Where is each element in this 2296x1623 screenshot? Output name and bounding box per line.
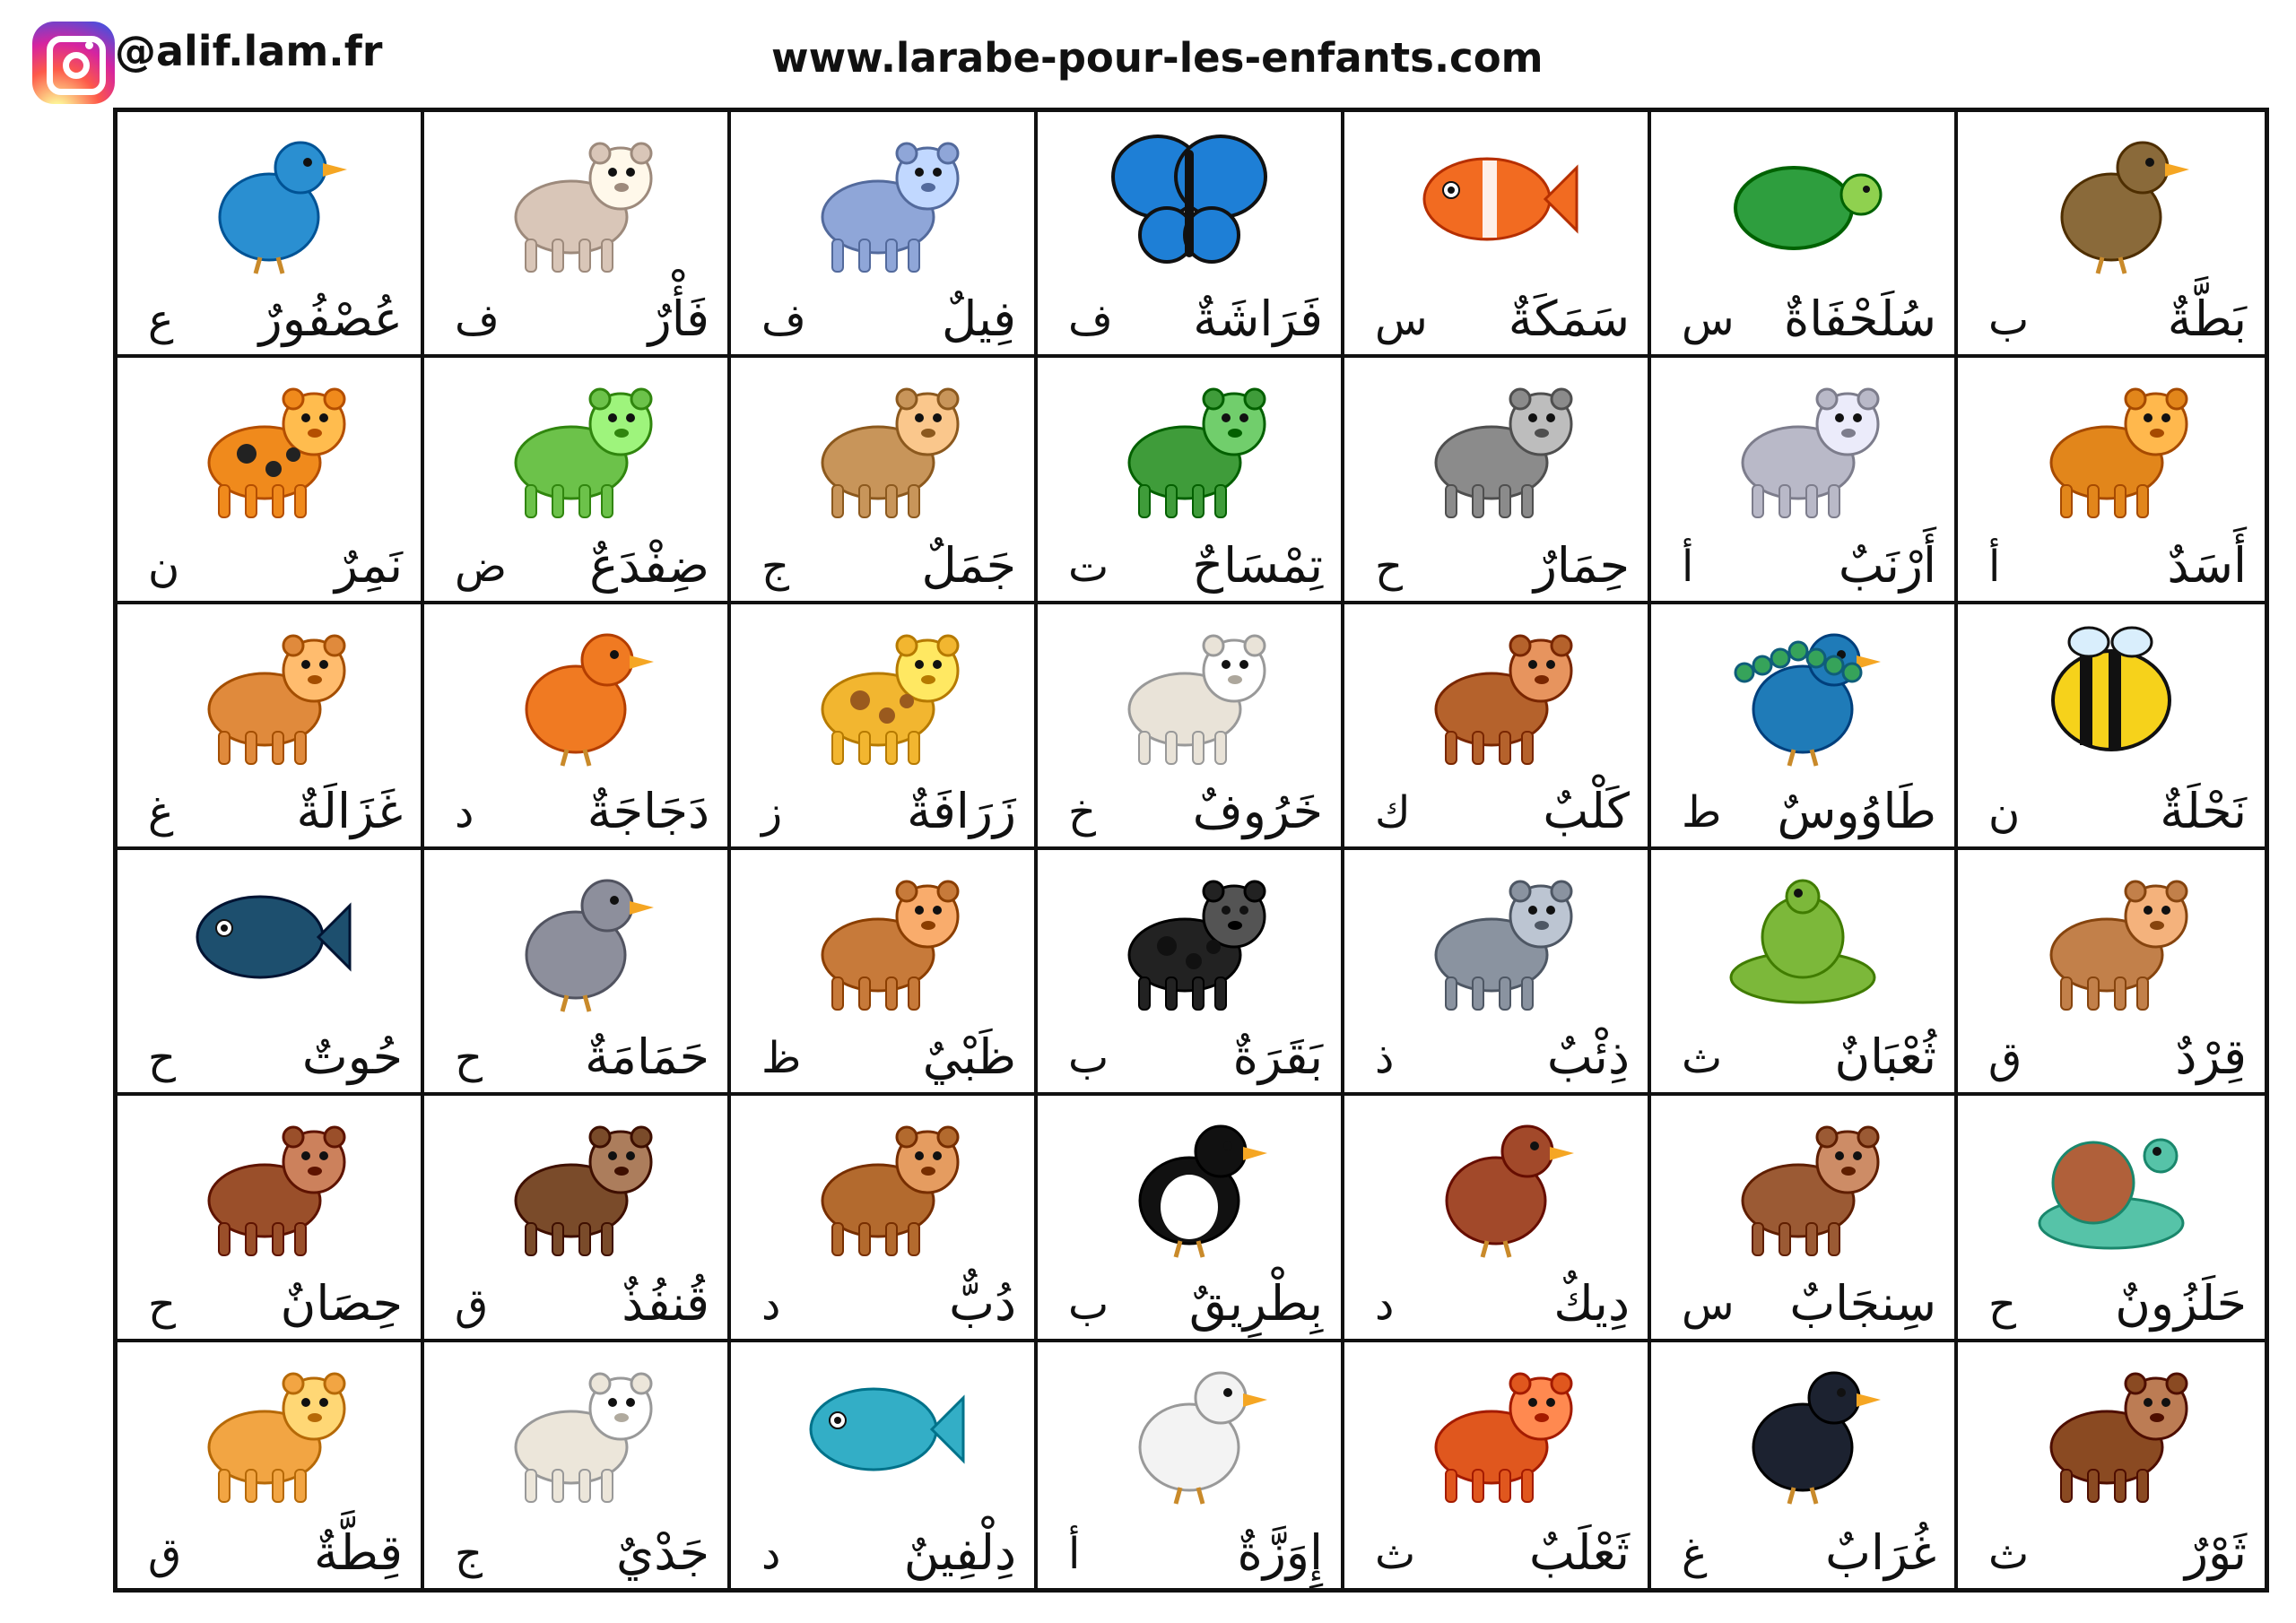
animal-name: بِطْرِيقٌ bbox=[1188, 1274, 1323, 1332]
crow-icon bbox=[1718, 1353, 1888, 1506]
animal-alphabet-grid bbox=[113, 108, 2269, 1593]
animal-name: زَرَافَةٌ bbox=[907, 783, 1016, 839]
initial-letter: ن bbox=[1988, 787, 2021, 838]
initial-letter: ب bbox=[1068, 1279, 1109, 1330]
animal-name: بَطَّةٌ bbox=[2167, 291, 2247, 348]
initial-letter: ث bbox=[1682, 1033, 1723, 1084]
animal-card bbox=[117, 112, 424, 358]
animal-name: حُوتٌ bbox=[301, 1028, 403, 1086]
mouse-icon bbox=[491, 123, 661, 275]
initial-letter: ح bbox=[148, 1033, 176, 1084]
initial-letter: ح bbox=[1375, 541, 1403, 592]
animal-card bbox=[1344, 112, 1651, 358]
initial-letter: س bbox=[1682, 295, 1735, 346]
animal-card bbox=[1038, 850, 1344, 1096]
animal-card bbox=[1344, 604, 1651, 850]
animal-name: ضِفْدَعٌ bbox=[589, 536, 709, 594]
initial-letter: ك bbox=[1375, 787, 1411, 838]
animal-name: سُلَحْفَاةٌ bbox=[1783, 291, 1936, 348]
goose-icon bbox=[1104, 1353, 1274, 1506]
animal-name: حَلَزُونٌ bbox=[2115, 1274, 2247, 1332]
animal-card bbox=[731, 1342, 1038, 1588]
initial-letter: غ bbox=[1682, 1529, 1708, 1579]
animal-name: قُنفُذٌ bbox=[622, 1274, 709, 1332]
animal-name: جَدْيٌ bbox=[616, 1524, 709, 1581]
initial-letter: ف bbox=[455, 295, 500, 346]
lion-icon bbox=[2026, 369, 2196, 521]
animal-card bbox=[1651, 112, 1958, 358]
fox-icon bbox=[1411, 1353, 1581, 1506]
animal-card bbox=[424, 358, 731, 603]
animal-name: قِطَّةٌ bbox=[313, 1524, 403, 1581]
animal-card bbox=[731, 358, 1038, 603]
animal-name: نَحْلَةٌ bbox=[2160, 783, 2247, 839]
whale-icon bbox=[184, 861, 354, 1013]
cow-icon bbox=[1104, 861, 1274, 1013]
animal-card bbox=[1651, 604, 1958, 850]
animal-name: تِمْسَاحٌ bbox=[1192, 536, 1323, 594]
animal-card bbox=[424, 850, 731, 1096]
initial-letter: ق bbox=[455, 1279, 489, 1330]
squirrel-icon bbox=[1718, 1107, 1888, 1259]
pigeon-icon bbox=[491, 861, 661, 1013]
animal-card bbox=[117, 358, 424, 603]
initial-letter: ث bbox=[1375, 1529, 1416, 1579]
animal-card bbox=[731, 604, 1038, 850]
initial-letter: ن bbox=[148, 541, 180, 592]
animal-card bbox=[1958, 604, 2265, 850]
page-header bbox=[0, 0, 2296, 108]
gazelle-icon bbox=[184, 615, 354, 768]
instagram-icon bbox=[32, 22, 115, 104]
animal-name: دَجَاجَةٌ bbox=[587, 783, 709, 839]
animal-card bbox=[1038, 1342, 1344, 1588]
animal-card bbox=[117, 1096, 424, 1341]
initial-letter: ق bbox=[1988, 1033, 2022, 1084]
website-url: www.larabe-pour-les-enfants.com bbox=[771, 34, 1544, 82]
wolf-icon bbox=[1411, 861, 1581, 1013]
animal-name: ثَوْرٌ bbox=[2184, 1524, 2247, 1581]
initial-letter: ح bbox=[148, 1279, 176, 1330]
animal-card bbox=[1344, 1342, 1651, 1588]
animal-name: خَرُوفٌ bbox=[1192, 783, 1323, 839]
monkey-icon bbox=[2026, 861, 2196, 1013]
initial-letter: خ bbox=[1068, 787, 1096, 838]
horse-icon bbox=[184, 1107, 354, 1259]
fish-icon bbox=[1411, 123, 1581, 275]
cat-icon bbox=[184, 1353, 354, 1506]
animal-name: بَقَرَةٌ bbox=[1232, 1028, 1323, 1086]
initial-letter: ز bbox=[761, 787, 783, 838]
rabbit-icon bbox=[1718, 369, 1888, 521]
dolphin-icon bbox=[797, 1353, 968, 1506]
rooster-icon bbox=[1411, 1107, 1581, 1259]
camel-icon bbox=[797, 369, 968, 521]
initial-letter: س bbox=[1682, 1279, 1735, 1330]
animal-card bbox=[1958, 112, 2265, 358]
animal-card bbox=[1651, 1342, 1958, 1588]
animal-name: غُرَابٌ bbox=[1825, 1524, 1936, 1581]
animal-card bbox=[1038, 1096, 1344, 1341]
initial-letter: ع bbox=[148, 295, 174, 346]
animal-card bbox=[117, 1342, 424, 1588]
animal-card bbox=[1038, 358, 1344, 603]
animal-name: طَاوُوسٌ bbox=[1777, 783, 1936, 839]
instagram-handle: @alif.lam.fr bbox=[115, 27, 383, 75]
animal-name: فِيلٌ bbox=[941, 291, 1016, 348]
crocodile-icon bbox=[1104, 369, 1274, 521]
initial-letter: ب bbox=[1068, 1033, 1109, 1084]
animal-name: كَلْبٌ bbox=[1543, 783, 1630, 839]
animal-card bbox=[424, 1342, 731, 1588]
animal-name: دُبٌّ bbox=[949, 1274, 1016, 1332]
animal-card bbox=[1958, 1342, 2265, 1588]
animal-name: ذِئْبٌ bbox=[1546, 1028, 1630, 1086]
animal-name: حَمَامَةٌ bbox=[585, 1028, 709, 1086]
animal-name: نَمِرٌ bbox=[334, 536, 403, 594]
animal-card bbox=[1651, 1096, 1958, 1341]
animal-name: حِصَانٌ bbox=[280, 1274, 403, 1332]
animal-card bbox=[731, 1096, 1038, 1341]
animal-card bbox=[731, 850, 1038, 1096]
animal-card bbox=[1344, 1096, 1651, 1341]
animal-card bbox=[1651, 850, 1958, 1096]
animal-name: إِوَزَّةٌ bbox=[1237, 1524, 1323, 1581]
animal-card bbox=[1038, 604, 1344, 850]
animal-name: عُصْفُورٌ bbox=[258, 291, 403, 348]
animal-name: سَمَكَةٌ bbox=[1508, 291, 1630, 348]
initial-letter: ث bbox=[1988, 1529, 2030, 1579]
animal-name: فَرَاشَةٌ bbox=[1193, 291, 1323, 348]
animal-card bbox=[731, 112, 1038, 358]
animal-name: حِمَارٌ bbox=[1533, 536, 1630, 594]
initial-letter: أ bbox=[1682, 541, 1694, 592]
initial-letter: د bbox=[1375, 1279, 1395, 1330]
deer-icon bbox=[797, 861, 968, 1013]
giraffe-icon bbox=[797, 615, 968, 768]
initial-letter: ذ bbox=[1375, 1033, 1395, 1084]
frog-icon bbox=[491, 369, 661, 521]
initial-letter: ض bbox=[455, 541, 508, 592]
animal-name: دِلْفِينٌ bbox=[903, 1524, 1016, 1581]
animal-name: غَزَالَةٌ bbox=[296, 783, 403, 839]
initial-letter: أ bbox=[1988, 541, 2001, 592]
animal-name: أَسَدٌ bbox=[2167, 536, 2247, 594]
animal-card bbox=[1651, 358, 1958, 603]
animal-name: سِنجَابٌ bbox=[1789, 1274, 1936, 1332]
initial-letter: ح bbox=[1988, 1279, 2016, 1330]
animal-card bbox=[424, 1096, 731, 1341]
animal-name: دِيكٌ bbox=[1553, 1274, 1630, 1332]
animal-card bbox=[1958, 358, 2265, 603]
initial-letter: ج bbox=[761, 541, 789, 592]
animal-name: جَمَلٌ bbox=[921, 536, 1016, 594]
animal-name: ثُعْبَانٌ bbox=[1834, 1028, 1936, 1086]
initial-letter: د bbox=[761, 1279, 781, 1330]
peacock-icon bbox=[1718, 615, 1888, 768]
elephant-icon bbox=[797, 123, 968, 275]
bee-icon bbox=[2026, 615, 2196, 768]
penguin-icon bbox=[1104, 1107, 1274, 1259]
animal-card bbox=[424, 604, 731, 850]
animal-card bbox=[1038, 112, 1344, 358]
initial-letter: ج bbox=[455, 1529, 483, 1579]
animal-card bbox=[424, 112, 731, 358]
duck-icon bbox=[2026, 123, 2196, 275]
bear-icon bbox=[797, 1107, 968, 1259]
dog-icon bbox=[1411, 615, 1581, 768]
bull-icon bbox=[2026, 1353, 2196, 1506]
initial-letter: ط bbox=[1682, 787, 1722, 838]
initial-letter: ق bbox=[148, 1529, 182, 1579]
hedgehog-icon bbox=[491, 1107, 661, 1259]
goat-icon bbox=[491, 1353, 661, 1506]
animal-card bbox=[1344, 850, 1651, 1096]
initial-letter: ف bbox=[761, 295, 806, 346]
tiger-icon bbox=[184, 369, 354, 521]
animal-card bbox=[117, 604, 424, 850]
animal-name: قِرْدٌ bbox=[2175, 1028, 2247, 1086]
animal-card bbox=[1958, 850, 2265, 1096]
bird-icon bbox=[184, 123, 354, 275]
animal-name: فَأْرٌ bbox=[648, 291, 709, 348]
initial-letter: ت bbox=[1068, 541, 1109, 592]
initial-letter: س bbox=[1375, 295, 1428, 346]
animal-card bbox=[1958, 1096, 2265, 1341]
initial-letter: ظ bbox=[761, 1033, 802, 1084]
animal-name: ثَعْلَبٌ bbox=[1529, 1524, 1630, 1581]
animal-card bbox=[1344, 358, 1651, 603]
initial-letter: ب bbox=[1988, 295, 2030, 346]
turtle-icon bbox=[1718, 123, 1888, 275]
animal-card bbox=[117, 850, 424, 1096]
butterfly-icon bbox=[1104, 123, 1274, 275]
animal-name: أَرْنَبٌ bbox=[1838, 536, 1936, 594]
hen-icon bbox=[491, 615, 661, 768]
initial-letter: ف bbox=[1068, 295, 1113, 346]
initial-letter: د bbox=[455, 787, 474, 838]
initial-letter: د bbox=[761, 1529, 781, 1579]
initial-letter: ح bbox=[455, 1033, 483, 1084]
animal-name: ظَبْيٌ bbox=[922, 1028, 1016, 1086]
sheep-icon bbox=[1104, 615, 1274, 768]
donkey-icon bbox=[1411, 369, 1581, 521]
initial-letter: غ bbox=[148, 787, 174, 838]
snake-icon bbox=[1718, 861, 1888, 1013]
initial-letter: أ bbox=[1068, 1529, 1081, 1579]
snail-icon bbox=[2026, 1107, 2196, 1259]
